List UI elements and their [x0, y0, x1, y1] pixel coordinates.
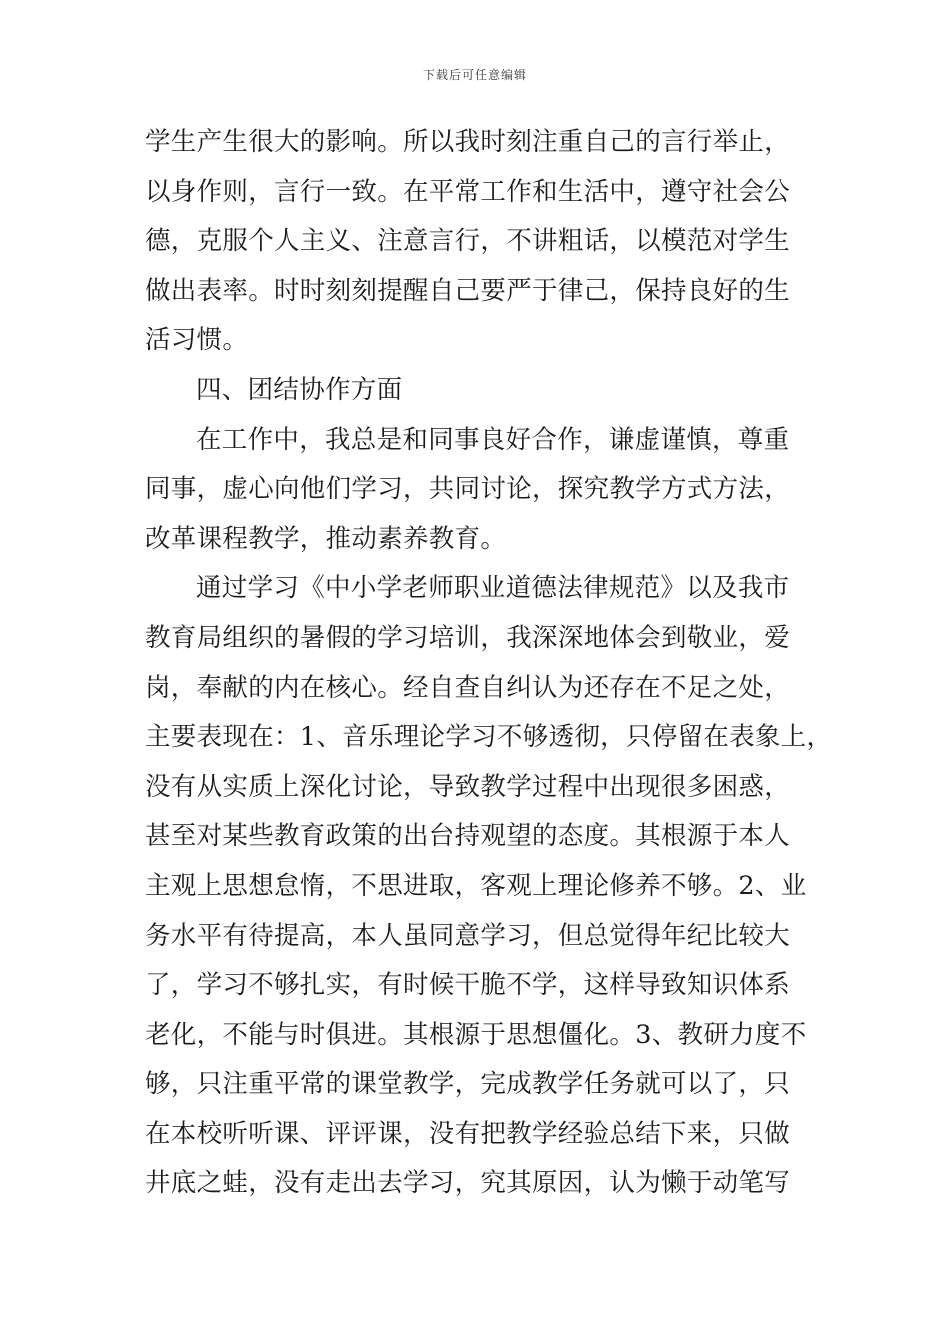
text-line: 通过学习《中小学老师职业道德法律规范》以及我市 — [196, 573, 790, 604]
text-line: 学生产生很大的影响。所以我时刻注重自己的言行举止， — [145, 127, 791, 157]
text-line: 活习惯。 — [145, 325, 249, 356]
text-line: 德，克服个人主义、注意言行，不讲粗话，以模范对学生 — [145, 226, 791, 257]
document-body — [145, 118, 833, 1209]
text-line: 以身作则，言行一致。在平常工作和生活中，遵守社会公 — [145, 176, 791, 207]
text-line: 没有从实质上深化讨论，导致教学过程中出现很多困惑， — [145, 771, 791, 802]
text-line: 岗，奉献的内在核心。经自查自纠认为还存在不足之处， — [145, 672, 791, 703]
text-line: 改革课程教学，推动素养教育。 — [145, 523, 507, 554]
page-header-note: 下载后可任意编辑 — [422, 68, 527, 82]
text-line: 够，只注重平常的课堂教学，完成教学任务就可以了，只 — [145, 1069, 791, 1100]
text-line: 教育局组织的暑假的学习培训，我深深地体会到敬业，爱 — [145, 622, 791, 653]
text-line: 主要表现在：1、音乐理论学习不够透彻，只停留在表象上， — [145, 722, 833, 753]
text-line: 老化，不能与时俱进。其根源于思想僵化。3、教研力度不 — [145, 1019, 807, 1050]
text-line: 了，学习不够扎实，有时候干脆不学，这样导致知识体系 — [145, 970, 791, 1001]
text-line: 同事，虚心向他们学习，共同讨论，探究教学方式方法， — [145, 474, 791, 505]
text-line: 在本校听听课、评评课，没有把教学经验总结下来，只做 — [145, 1118, 791, 1149]
text-line: 做出表率。时时刻刻提醒自己要严于律己，保持良好的生 — [145, 275, 791, 306]
text-line: 井底之蛙，没有走出去学习，究其原因，认为懒于动笔写 — [145, 1168, 791, 1199]
text-line: 四、团结协作方面 — [196, 374, 403, 405]
text-line: 主观上思想怠惰，不思进取，客观上理论修养不够。2、业 — [145, 870, 807, 901]
text-line: 甚至对某些教育政策的出台持观望的态度。其根源于本人 — [145, 821, 791, 852]
text-line: 务水平有待提高，本人虽同意学习，但总觉得年纪比较大 — [145, 920, 791, 951]
text-line: 在工作中，我总是和同事良好合作，谦虚谨慎，尊重 — [196, 424, 790, 455]
